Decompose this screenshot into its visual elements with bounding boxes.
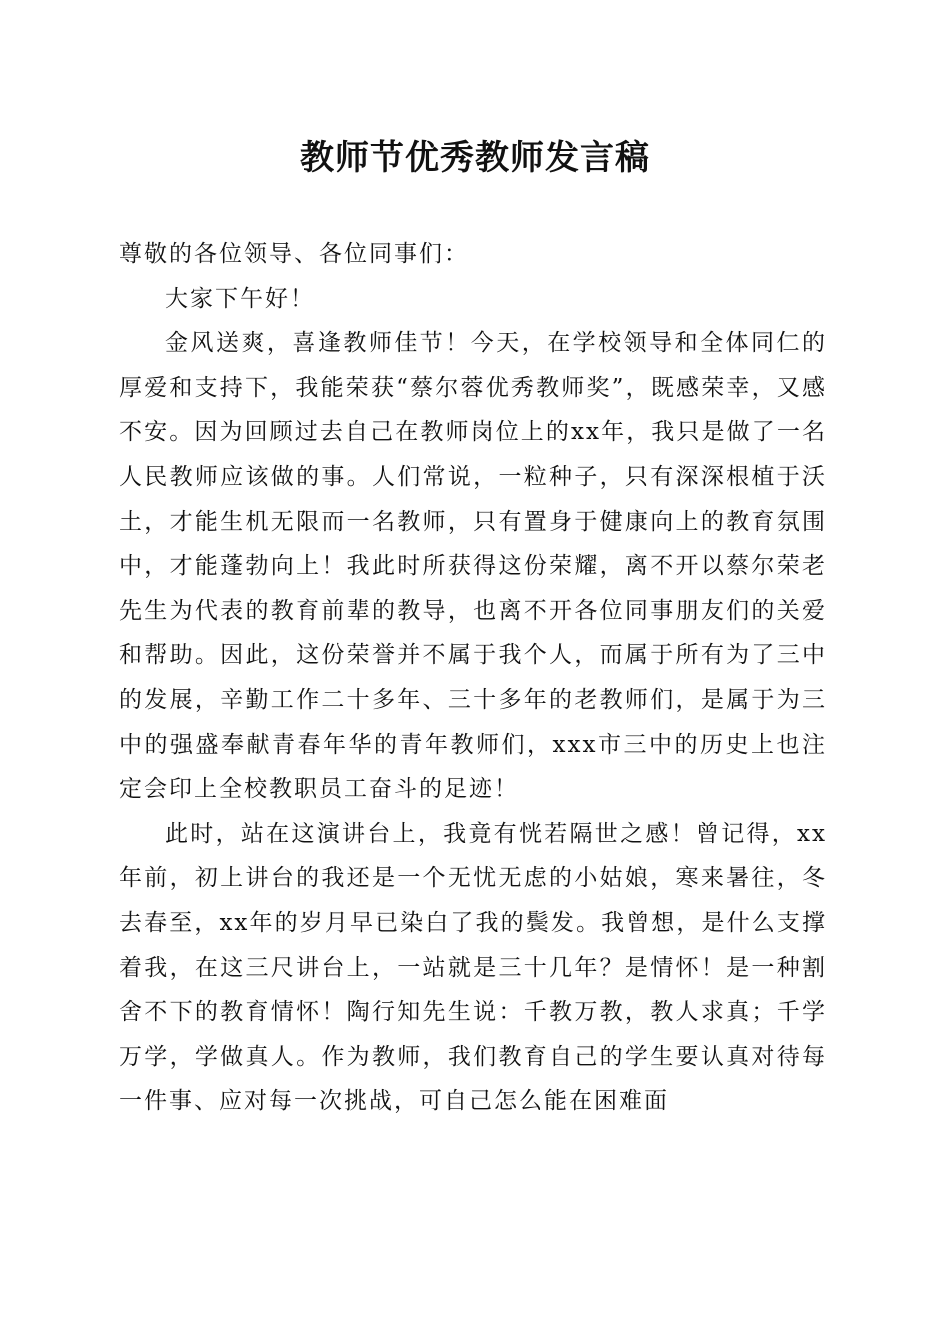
paragraph-reflection: 此时，站在这演讲台上，我竟有恍若隔世之感！曾记得，xx年前，初上讲台的我还是一个无忧无虑的小姑娘，寒来暑往，冬去春至，xx年的岁月早已染白了我的鬓发。我曾想，是什么支撑着我，在这三尺讲台上，一站就是三十几年？是情怀！是一种割舍不下的教育情怀！陶行知先生说：千教万教，教人求真；千学万学，学做真人。作为教师，我们教育自己的学生要认真对待每一件事、应对每一次挑战，可自己怎么能在困难面 — [119, 820, 827, 1115]
paragraph-greeting: 大家下午好！ — [165, 285, 315, 312]
document-title: 教师节优秀教师发言稿 — [300, 138, 650, 178]
paragraph-award: 金风送爽，喜逢教师佳节！今天，在学校领导和全体同仁的厚爱和支持下，我能荣获“蔡尔蓉优秀教师奖”，既感荣幸，又感不安。因为回顾过去自己在教师岗位上的xx年，我只是做了一名人民教师应该做的事。人们常说，一粒种子，只有深深根植于沃土，才能生机无限而一名教师，只有置身于健康向上的教育氛围中，才能蓬勃向上！我此时所获得这份荣耀，离不开以蔡尔荣老先生为代表的教育前辈的教导，也离不开各位同事朋友们的关爱和帮助。因此，这份荣誉并不属于我个人，而属于所有为了三中的发展，辛勤工作二十多年、三十多年的老教师们，是属于为三中的强盛奉献青春年华的青年教师们，xxx市三中的历史上也注定会印上全校教职员工奋斗的足迹！ — [119, 330, 827, 803]
document-body — [119, 232, 827, 1124]
salutation: 尊敬的各位领导、各位同事们： — [119, 241, 469, 267]
